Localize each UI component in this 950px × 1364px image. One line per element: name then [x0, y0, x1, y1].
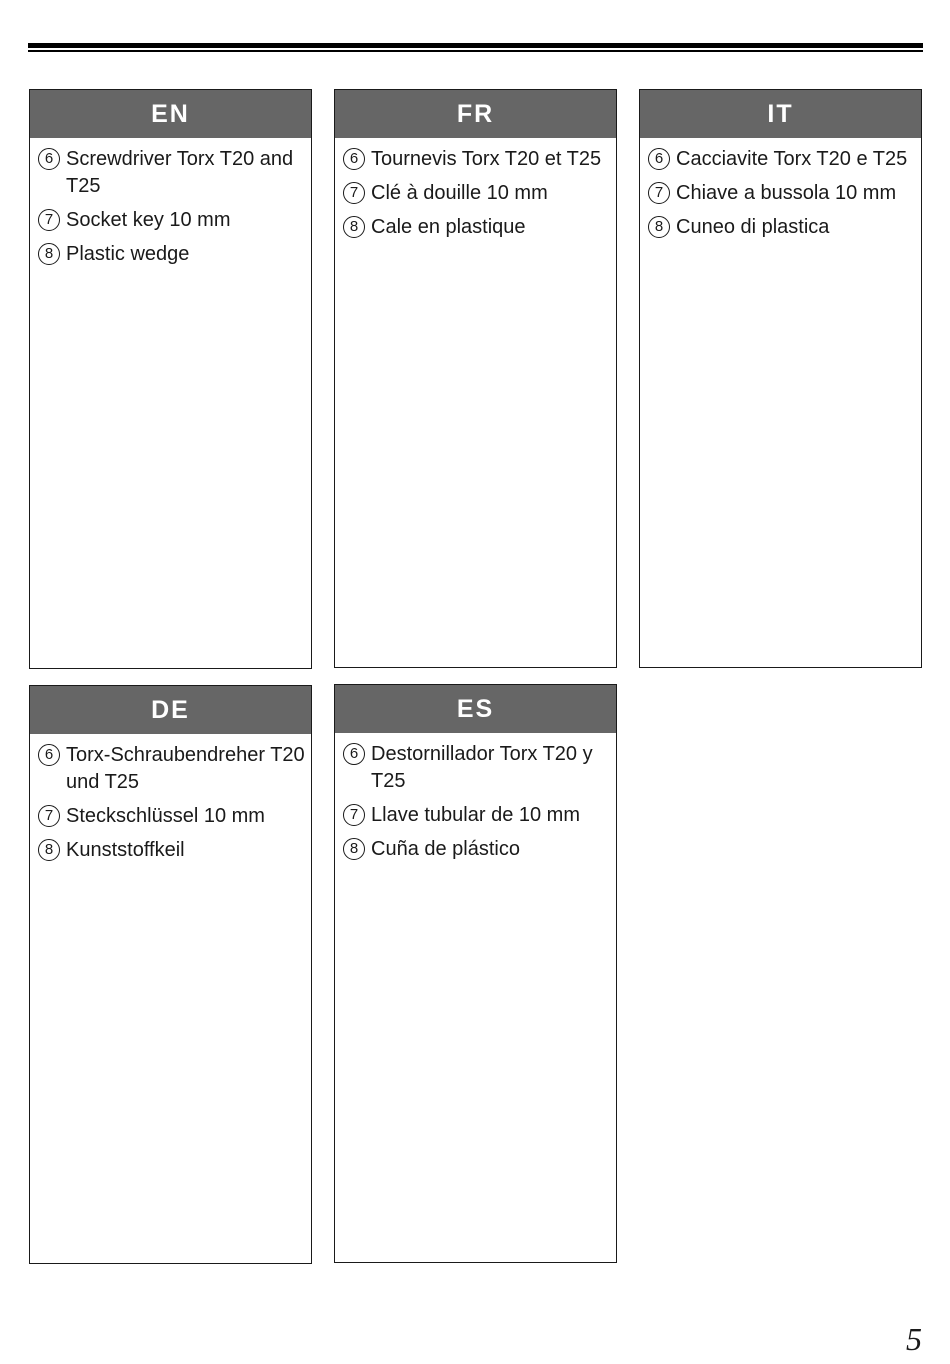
item-text: Screwdriver Torx T20 and T25	[66, 148, 294, 197]
item-text: Destornillador Torx T20 y T25	[371, 743, 593, 792]
item-text: Chiave a bussola 10 mm	[676, 182, 897, 204]
list-item	[38, 241, 305, 268]
panel-fr	[334, 89, 617, 668]
item-text: Steckschlüssel 10 mm	[66, 805, 265, 827]
item-number-badge: 8	[343, 216, 365, 238]
panel-header-en: EN	[30, 90, 311, 138]
item-list-de	[30, 734, 311, 864]
item-number-badge: 6	[343, 743, 365, 765]
item-number-badge: 6	[648, 148, 670, 170]
list-item	[38, 146, 305, 200]
list-item	[648, 214, 915, 241]
item-text: Kunststoffkeil	[66, 839, 185, 861]
item-number-badge: 7	[648, 182, 670, 204]
item-number-badge: 7	[38, 805, 60, 827]
panel-header-it: IT	[640, 90, 921, 138]
list-item	[343, 836, 610, 863]
list-item	[38, 742, 305, 796]
panel-it	[639, 89, 922, 668]
item-text: Tournevis Torx T20 et T25	[371, 148, 602, 170]
item-list-en	[30, 138, 311, 268]
page-number: 5	[906, 1321, 922, 1357]
item-list-es	[335, 733, 616, 863]
list-item	[343, 214, 610, 241]
panel-header-fr: FR	[335, 90, 616, 138]
item-number-badge: 8	[38, 243, 60, 265]
item-number-badge: 7	[343, 804, 365, 826]
item-number-badge: 6	[343, 148, 365, 170]
list-item	[343, 741, 610, 795]
header-rule-thin	[28, 50, 923, 52]
list-item	[38, 803, 305, 830]
panel-header-es: ES	[335, 685, 616, 733]
item-text: Llave tubular de 10 mm	[371, 804, 581, 826]
item-text: Cuneo di plastica	[676, 216, 830, 238]
panel-header-de: DE	[30, 686, 311, 734]
item-text: Clé à douille 10 mm	[371, 182, 548, 204]
item-number-badge: 7	[38, 209, 60, 231]
item-number-badge: 6	[38, 744, 60, 766]
item-number-badge: 8	[38, 839, 60, 861]
list-item	[648, 146, 915, 173]
item-list-it	[640, 138, 921, 241]
panel-en	[29, 89, 312, 669]
item-number-badge: 8	[343, 838, 365, 860]
list-item	[648, 180, 915, 207]
item-text: Torx-Schraubendreher T20 und T25	[66, 744, 305, 793]
item-text: Cacciavite Torx T20 e T25	[676, 148, 908, 170]
list-item	[38, 207, 305, 234]
panel-de	[29, 685, 312, 1264]
item-text: Cale en plastique	[371, 216, 526, 238]
item-number-badge: 6	[38, 148, 60, 170]
list-item	[343, 146, 610, 173]
item-text: Cuña de plástico	[371, 838, 520, 860]
item-number-badge: 7	[343, 182, 365, 204]
list-item	[343, 180, 610, 207]
item-text: Socket key 10 mm	[66, 209, 231, 231]
list-item	[38, 837, 305, 864]
header-rule-thick	[28, 43, 923, 48]
item-number-badge: 8	[648, 216, 670, 238]
item-text: Plastic wedge	[66, 243, 190, 265]
panel-es	[334, 684, 617, 1263]
list-item	[343, 802, 610, 829]
item-list-fr	[335, 138, 616, 241]
